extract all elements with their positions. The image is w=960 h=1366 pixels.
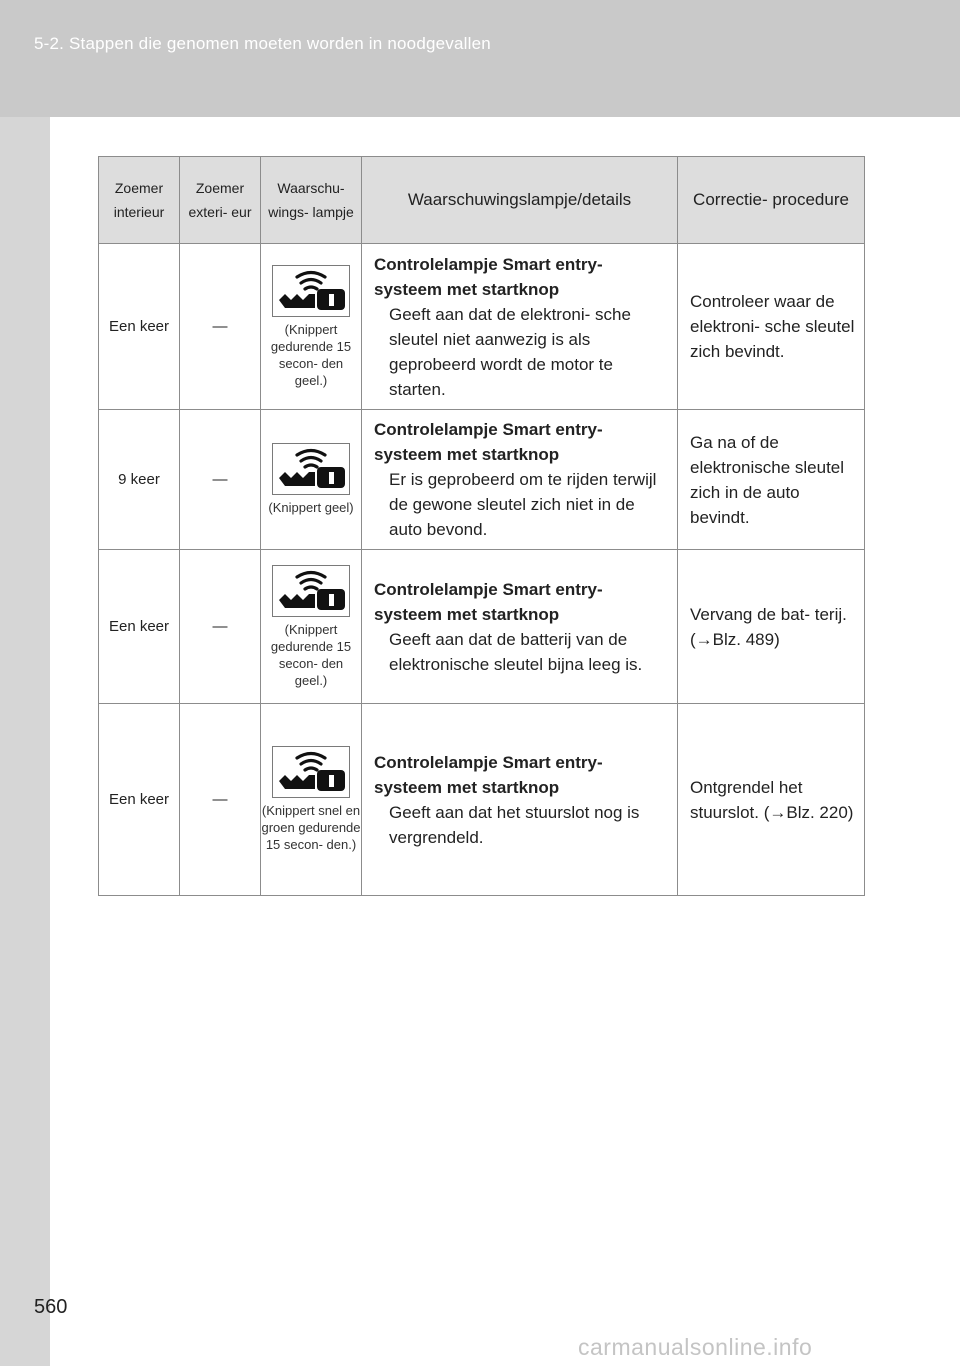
warning-lamp-cell — [261, 704, 362, 896]
col-header-interior-buzzer: Zoemer interieur — [99, 157, 180, 244]
correction-cell: Ontgrendel het stuurslot. (→Blz. 220) — [678, 704, 865, 896]
lamp-note: (Knippert gedurende 15 secon- den geel.) — [270, 621, 352, 688]
col-header-details: Waarschuwingslampje/details — [362, 157, 678, 244]
table-row — [99, 410, 865, 550]
col-header-correction: Correctie- procedure — [678, 157, 865, 244]
interior-buzzer-cell: 9 keer — [99, 410, 180, 550]
interior-buzzer-cell: Een keer — [99, 704, 180, 896]
exterior-buzzer-cell: — — [180, 410, 261, 550]
correction-cell: Vervang de bat- terij. (→Blz. 489) — [678, 550, 865, 704]
table-row — [99, 550, 865, 704]
smart-key-icon — [272, 443, 350, 495]
exterior-buzzer-cell: — — [180, 244, 261, 410]
exterior-buzzer-cell: — — [180, 704, 261, 896]
smart-key-icon — [272, 265, 350, 317]
detail-text: Er is geprobeerd om te rijden terwijl de gewone sleutel zich niet in de auto bevond. — [389, 470, 657, 539]
detail-title: Controlelampje Smart entry- systeem met startknop — [374, 254, 603, 299]
header-band — [0, 0, 960, 117]
correction-cell: Controleer waar de elektroni- sche sleutel zich bevindt. — [678, 244, 865, 410]
col-header-warning-lamp: Waarschu- wings- lampje — [261, 157, 362, 244]
details-cell — [362, 704, 678, 896]
details-cell — [362, 244, 678, 410]
detail-text: Geeft aan dat de batterij van de elektronische sleutel bijna leeg is. — [389, 629, 643, 674]
watermark: carmanualsonline.info — [578, 1334, 813, 1360]
correction-cell: Ga na of de elektronische sleutel zich in de auto bevindt. — [678, 410, 865, 550]
exterior-buzzer-cell: — — [180, 550, 261, 704]
section-title: 5-2. Stappen die genomen moeten worden in noodgevallen — [34, 34, 491, 53]
lamp-note: (Knippert gedurende 15 secon- den geel.) — [270, 321, 352, 388]
table-row — [99, 704, 865, 896]
smart-key-icon — [272, 565, 350, 617]
detail-title: Controlelampje Smart entry- systeem met startknop — [374, 420, 603, 464]
warning-lamp-cell — [261, 244, 362, 410]
warning-lamp-cell — [261, 550, 362, 704]
details-cell — [362, 410, 678, 550]
side-margin-band — [0, 117, 50, 1366]
detail-text: Geeft aan dat de elektroni- sche sleutel niet aanwezig is als geprobeerd wordt de motor te starten. — [389, 304, 631, 399]
table-row — [99, 244, 865, 410]
detail-title: Controlelampje Smart entry- systeem met startknop — [374, 752, 603, 797]
interior-buzzer-cell: Een keer — [99, 550, 180, 704]
detail-title: Controlelampje Smart entry- systeem met startknop — [374, 579, 603, 624]
interior-buzzer-cell: Een keer — [99, 244, 180, 410]
page-number: 560 — [34, 1296, 68, 1318]
lamp-note: (Knippert snel en groen gedurende 15 secon- den.) — [261, 803, 361, 852]
lamp-note: (Knippert geel) — [268, 500, 354, 515]
table-header-row — [99, 157, 865, 244]
detail-text: Geeft aan dat het stuurslot nog is vergrendeld. — [389, 802, 640, 847]
warning-lamp-cell — [261, 410, 362, 550]
col-header-exterior-buzzer: Zoemer exteri- eur — [180, 157, 261, 244]
smart-key-icon — [272, 746, 350, 798]
details-cell — [362, 550, 678, 704]
warning-table — [98, 156, 865, 896]
